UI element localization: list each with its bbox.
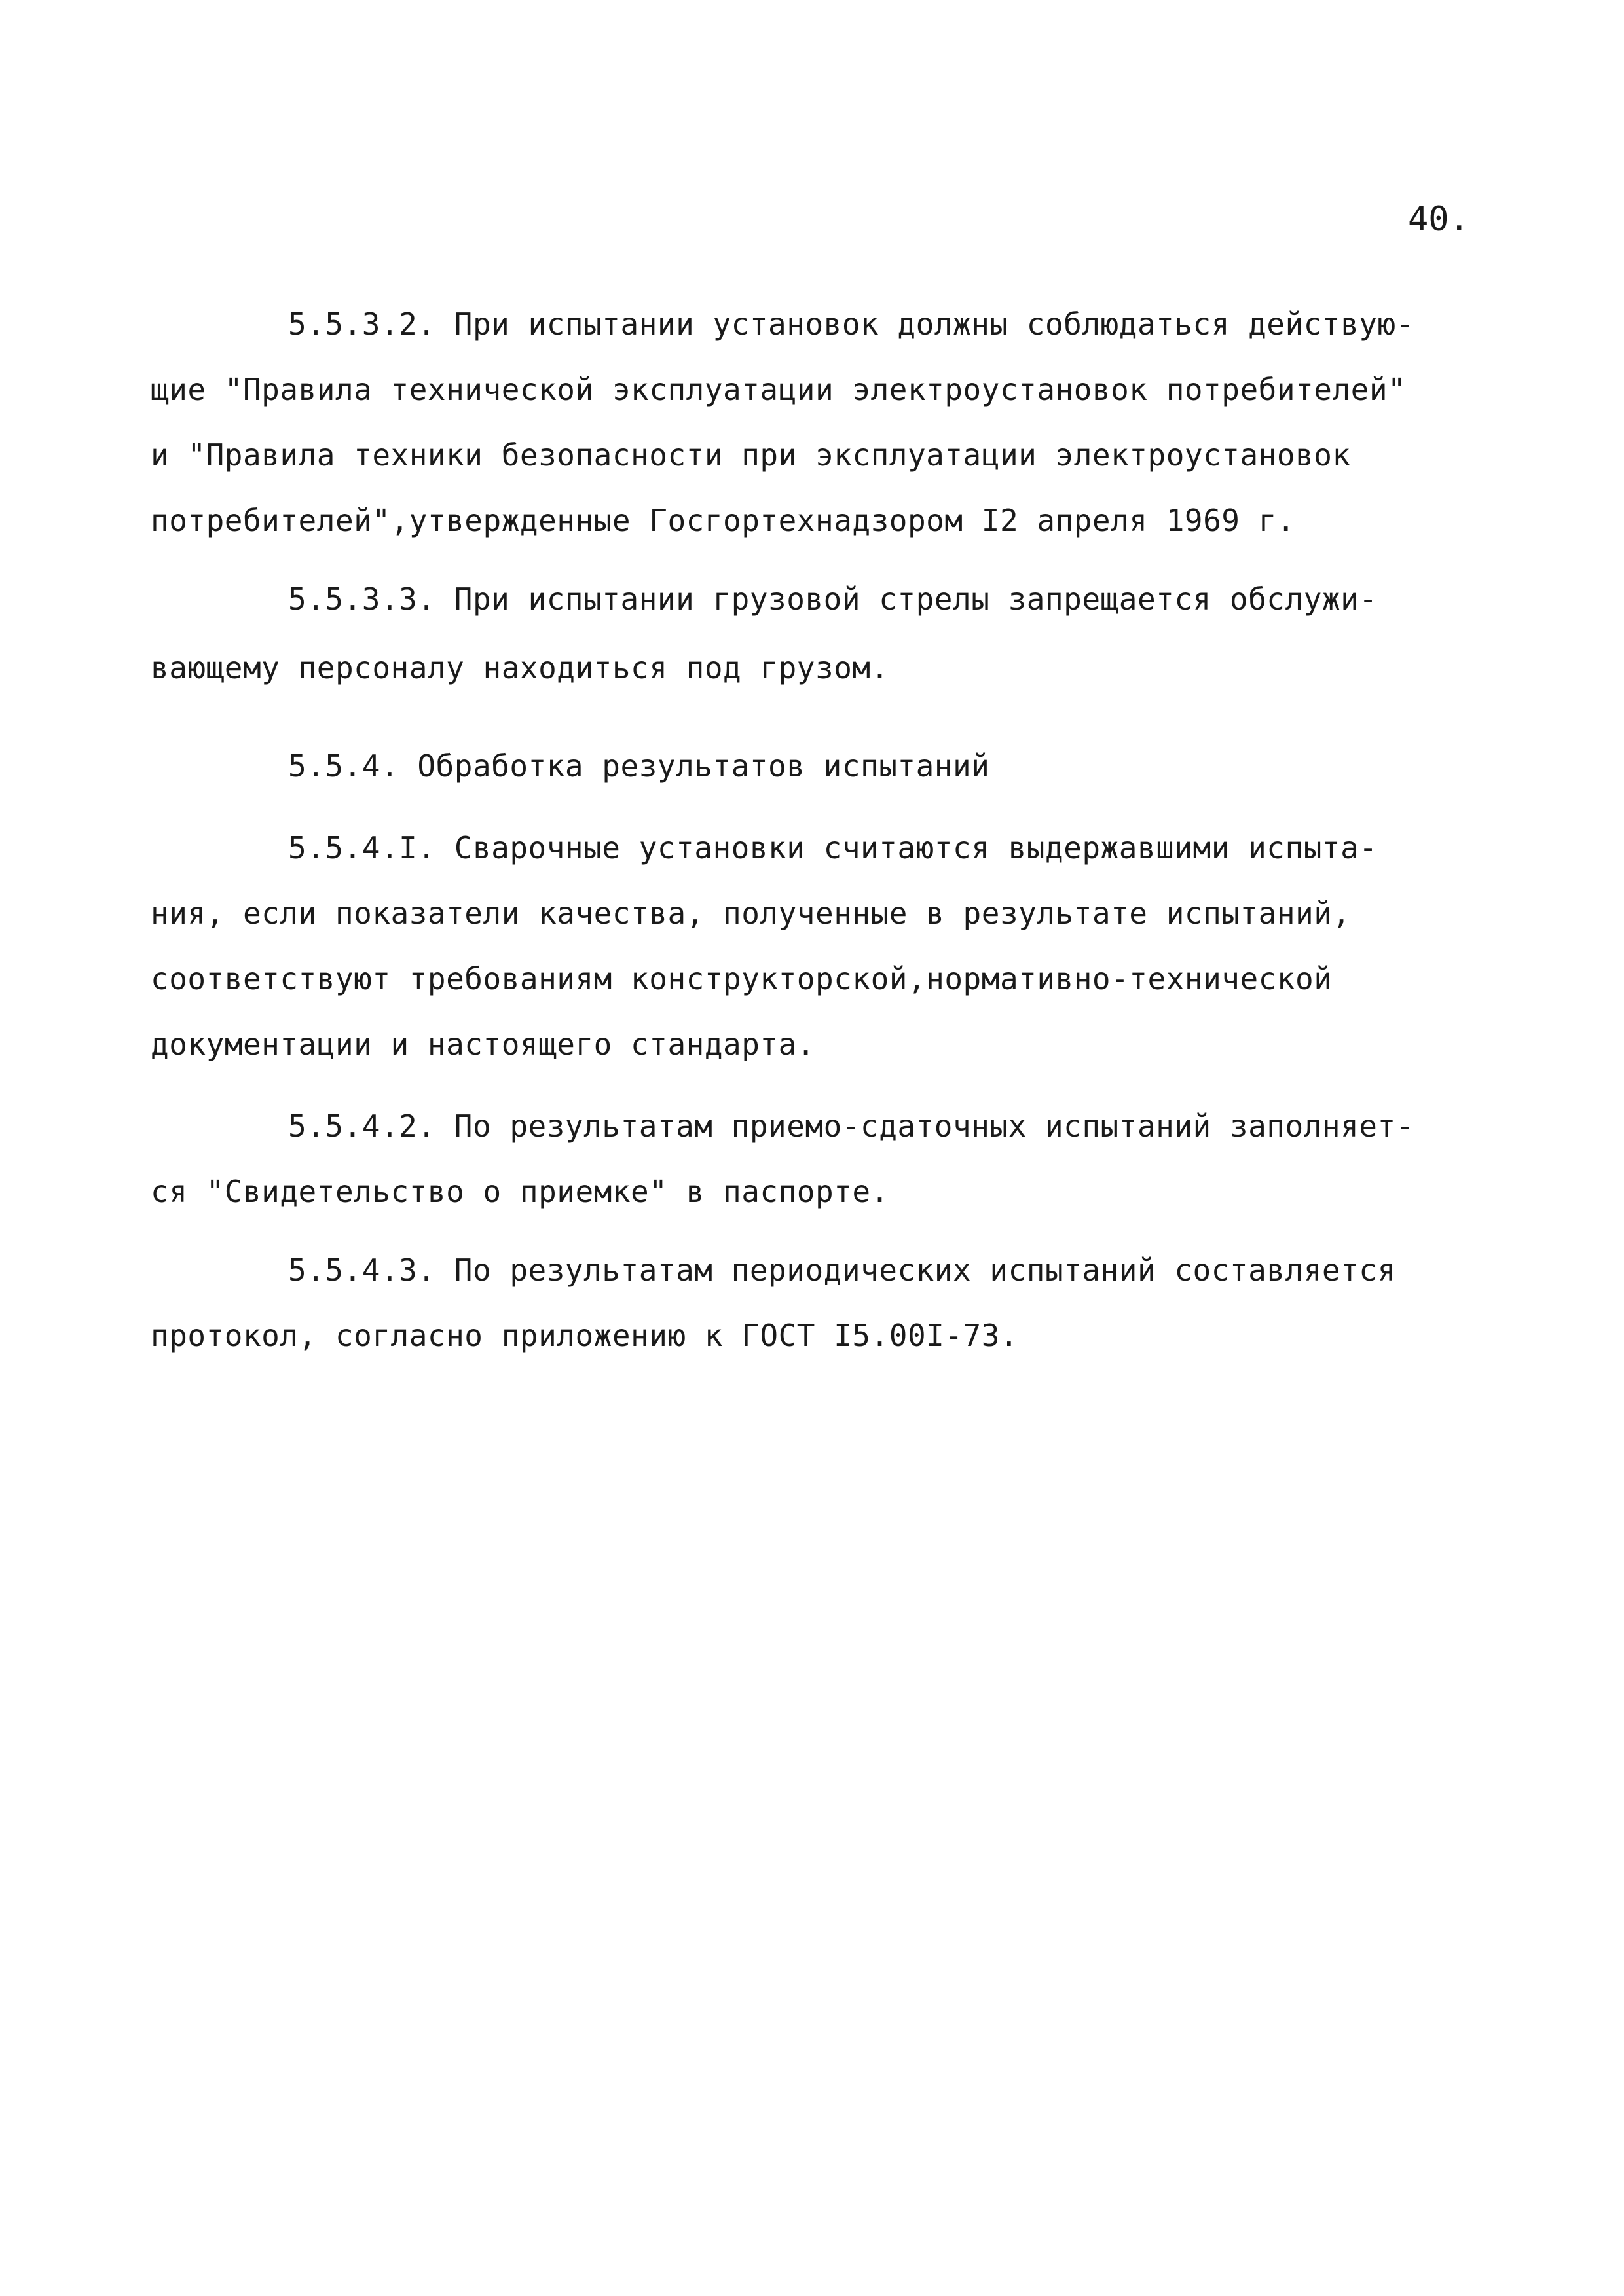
page-number: 40. <box>1408 200 1469 239</box>
text-line: потребителей",утвержденные Госгортехнадзором I2 апреля 1969 г. <box>151 503 1296 538</box>
text-line: протокол, согласно приложению к ГОСТ I5.00I-73. <box>151 1318 1019 1353</box>
text-line: вающему персоналу находиться под грузом. <box>151 650 889 685</box>
text-line: 5.5.4.2. По результатам приемо-сдаточных испытаний заполняет- <box>288 1108 1414 1144</box>
text-line: 5.5.3.2. При испытании установок должны соблюдаться действую- <box>288 306 1414 342</box>
text-line: 5.5.3.3. При испытании грузовой стрелы запрещается обслужи- <box>288 581 1378 617</box>
text-line: документации и настоящего стандарта. <box>151 1027 815 1062</box>
text-line: соответствуют требованиям конструкторской,нормативно-технической <box>151 961 1333 996</box>
text-line: ся "Свидетельство о приемке" в паспорте. <box>151 1174 889 1209</box>
text-line: 5.5.4.3. По результатам периодических испытаний составляется <box>288 1252 1396 1288</box>
section-heading: 5.5.4. Обработка результатов испытаний <box>288 748 990 784</box>
text-line: 5.5.4.I. Сварочные установки считаются выдержавшими испыта- <box>288 830 1378 866</box>
text-line: щие "Правила технической эксплуатации электроустановок потребителей" <box>151 372 1407 407</box>
text-line: ния, если показатели качества, полученные в результате испытаний, <box>151 896 1351 931</box>
text-line: и "Правила техники безопасности при эксплуатации электроустановок <box>151 437 1351 473</box>
